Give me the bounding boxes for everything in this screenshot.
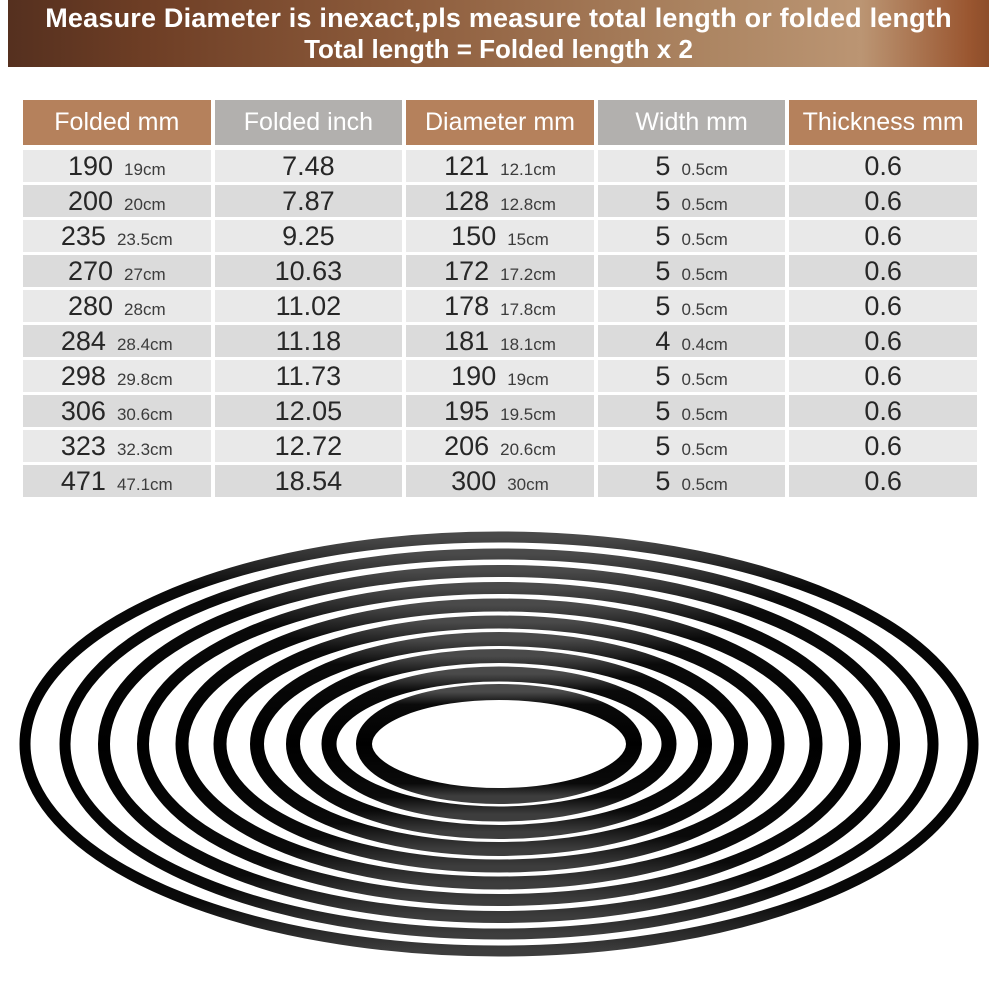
belts-photo	[10, 528, 990, 962]
value-thickness-mm: 0.6	[864, 466, 902, 496]
table-cell	[598, 185, 786, 217]
table-cell	[215, 150, 403, 182]
value-width-cm: 0.5cm	[681, 265, 728, 284]
value-diameter-mm: 181	[444, 326, 490, 356]
table-cell	[406, 465, 594, 497]
value-folded-inch: 7.87	[282, 186, 335, 216]
value-thickness-mm: 0.6	[864, 186, 902, 216]
table-cell	[406, 290, 594, 322]
value-thickness-mm: 0.6	[864, 256, 902, 286]
table-cell	[23, 185, 211, 217]
table-header-row	[23, 100, 977, 145]
value-folded-mm: 190	[67, 151, 114, 181]
column-header-thickness-mm: Thickness mm	[789, 100, 977, 145]
value-width-cm: 0.4cm	[681, 335, 728, 354]
value-diameter-cm: 19.5cm	[500, 405, 556, 424]
value-folded-cm: 28.4cm	[116, 335, 173, 354]
table-body	[23, 150, 977, 497]
table-cell	[406, 150, 594, 182]
table-row	[23, 220, 977, 252]
table-cell	[789, 220, 977, 252]
value-folded-mm: 323	[60, 431, 106, 461]
belt-ring	[364, 692, 634, 796]
table-cell	[215, 290, 403, 322]
value-thickness-mm: 0.6	[864, 326, 902, 356]
column-header-folded-inch: Folded inch	[215, 100, 403, 145]
table-cell	[23, 220, 211, 252]
value-width-mm: 5	[655, 396, 671, 426]
value-diameter-cm: 18.1cm	[500, 335, 556, 354]
value-folded-cm: 27cm	[124, 265, 166, 284]
table-row	[23, 360, 977, 392]
value-diameter-cm: 15cm	[507, 230, 549, 249]
value-thickness-mm: 0.6	[864, 431, 902, 461]
banner-line-2: Total length = Folded length x 2	[304, 34, 693, 64]
table-row	[23, 395, 977, 427]
column-header-diameter-mm: Diameter mm	[406, 100, 594, 145]
table-row	[23, 465, 977, 497]
value-folded-inch: 10.63	[274, 256, 343, 286]
value-width-mm: 5	[655, 186, 671, 216]
value-width-mm: 5	[655, 221, 671, 251]
table-cell	[406, 325, 594, 357]
value-diameter-mm: 128	[444, 186, 490, 216]
value-width-mm: 5	[655, 361, 671, 391]
table-cell	[215, 430, 403, 462]
value-diameter-cm: 17.2cm	[500, 265, 556, 284]
value-diameter-cm: 12.8cm	[500, 195, 556, 214]
table-cell	[23, 465, 211, 497]
table-cell	[406, 430, 594, 462]
value-diameter-mm: 300	[451, 466, 497, 496]
table-cell	[598, 220, 786, 252]
value-diameter-mm: 178	[444, 291, 490, 321]
column-header-folded-mm: Folded mm	[23, 100, 211, 145]
table-cell	[23, 290, 211, 322]
value-width-mm: 5	[655, 256, 671, 286]
value-folded-mm: 471	[60, 466, 106, 496]
table-cell	[789, 465, 977, 497]
table-cell	[598, 325, 786, 357]
value-folded-cm: 19cm	[124, 160, 166, 179]
value-diameter-mm: 150	[451, 221, 497, 251]
belt-ring	[182, 605, 816, 883]
value-diameter-cm: 17.8cm	[500, 300, 556, 319]
table-row	[23, 185, 977, 217]
value-folded-cm: 28cm	[124, 300, 166, 319]
value-folded-mm: 200	[67, 186, 114, 216]
table-cell	[406, 395, 594, 427]
table-cell	[406, 220, 594, 252]
top-banner	[8, 0, 989, 67]
table-cell	[598, 255, 786, 287]
value-folded-cm: 30.6cm	[116, 405, 173, 424]
table-cell	[598, 395, 786, 427]
table-cell	[598, 150, 786, 182]
value-diameter-cm: 12.1cm	[500, 160, 556, 179]
table-cell	[406, 255, 594, 287]
value-thickness-mm: 0.6	[864, 151, 902, 181]
table-row	[23, 430, 977, 462]
value-diameter-mm: 121	[444, 151, 490, 181]
value-thickness-mm: 0.6	[864, 221, 902, 251]
table-cell	[23, 395, 211, 427]
table-cell	[789, 430, 977, 462]
value-diameter-cm: 30cm	[507, 475, 549, 494]
value-width-mm: 5	[655, 151, 671, 181]
table-cell	[406, 185, 594, 217]
table-cell	[598, 360, 786, 392]
table-cell	[789, 150, 977, 182]
table-row	[23, 325, 977, 357]
table-cell	[789, 395, 977, 427]
table-cell	[598, 430, 786, 462]
value-diameter-mm: 195	[444, 396, 490, 426]
value-diameter-cm: 19cm	[507, 370, 549, 389]
value-folded-inch: 7.48	[282, 151, 335, 181]
value-width-cm: 0.5cm	[681, 370, 728, 389]
table-cell	[23, 360, 211, 392]
value-folded-inch: 18.54	[274, 466, 343, 496]
value-folded-mm: 298	[60, 361, 106, 391]
table-cell	[23, 325, 211, 357]
value-diameter-mm: 190	[451, 361, 497, 391]
value-width-mm: 5	[655, 431, 671, 461]
table-cell	[215, 255, 403, 287]
value-thickness-mm: 0.6	[864, 361, 902, 391]
value-folded-cm: 20cm	[124, 195, 166, 214]
table-cell	[406, 360, 594, 392]
value-width-mm: 4	[655, 326, 671, 356]
table-cell	[23, 430, 211, 462]
table-cell	[23, 150, 211, 182]
value-folded-cm: 32.3cm	[116, 440, 173, 459]
banner-line-1: Measure Diameter is inexact,pls measure total length or folded length	[45, 3, 952, 33]
value-diameter-mm: 172	[444, 256, 490, 286]
table-row	[23, 255, 977, 287]
table-cell	[789, 255, 977, 287]
value-folded-cm: 23.5cm	[116, 230, 173, 249]
table-row	[23, 150, 977, 182]
value-diameter-mm: 206	[444, 431, 490, 461]
value-width-cm: 0.5cm	[681, 475, 728, 494]
value-folded-inch: 11.18	[275, 326, 342, 356]
value-thickness-mm: 0.6	[864, 396, 902, 426]
value-folded-inch: 12.05	[274, 396, 343, 426]
value-folded-mm: 270	[67, 256, 114, 286]
table-cell	[23, 255, 211, 287]
table-cell	[598, 290, 786, 322]
belt-ring	[293, 656, 705, 832]
table-cell	[789, 185, 977, 217]
value-folded-inch: 12.72	[274, 431, 343, 461]
table-cell	[215, 185, 403, 217]
value-width-cm: 0.5cm	[681, 195, 728, 214]
table-cell	[215, 465, 403, 497]
value-folded-cm: 47.1cm	[116, 475, 173, 494]
table-cell	[598, 465, 786, 497]
value-width-cm: 0.5cm	[681, 160, 728, 179]
table-cell	[789, 325, 977, 357]
value-folded-inch: 11.02	[275, 291, 342, 321]
value-folded-mm: 235	[60, 221, 106, 251]
value-diameter-cm: 20.6cm	[500, 440, 556, 459]
value-width-mm: 5	[655, 291, 671, 321]
size-table	[23, 100, 977, 500]
table-cell	[215, 325, 403, 357]
column-header-width-mm: Width mm	[598, 100, 786, 145]
value-folded-cm: 29.8cm	[116, 370, 173, 389]
value-width-cm: 0.5cm	[681, 440, 728, 459]
value-width-cm: 0.5cm	[681, 230, 728, 249]
table-cell	[789, 290, 977, 322]
table-cell	[215, 360, 403, 392]
table-cell	[789, 360, 977, 392]
table-row	[23, 290, 977, 322]
value-thickness-mm: 0.6	[864, 291, 902, 321]
value-folded-inch: 9.25	[282, 221, 335, 251]
table-cell	[215, 220, 403, 252]
table-cell	[215, 395, 403, 427]
value-width-cm: 0.5cm	[681, 300, 728, 319]
value-width-mm: 5	[655, 466, 671, 496]
value-width-cm: 0.5cm	[681, 405, 728, 424]
value-folded-mm: 306	[60, 396, 106, 426]
value-folded-inch: 11.73	[275, 361, 342, 391]
value-folded-mm: 280	[67, 291, 114, 321]
value-folded-mm: 284	[60, 326, 106, 356]
